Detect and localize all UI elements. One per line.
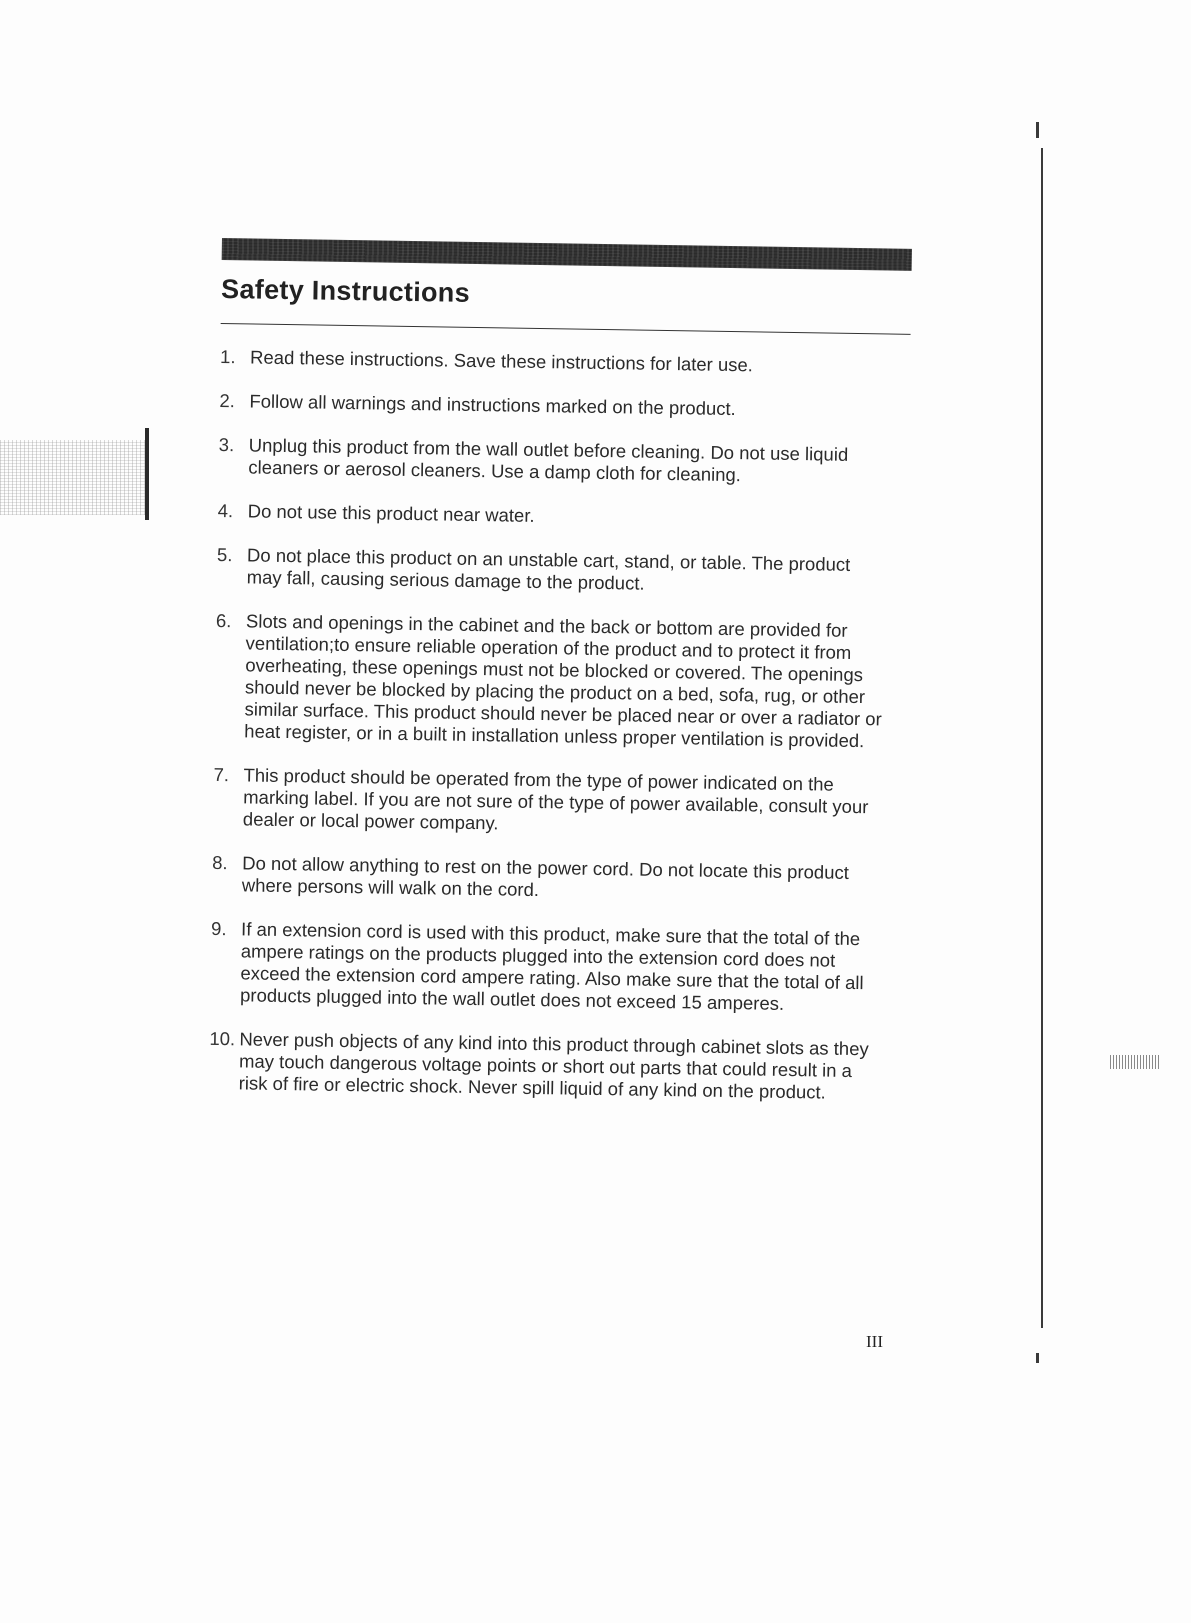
title-rule [221, 323, 911, 335]
scan-noise-left [0, 440, 145, 515]
item-text: This product should be operated from the type of power indicated on the marking label. If you are not sure of the type of power available, consult your dealer or local power company. [242, 764, 869, 834]
item-number: 8. [212, 851, 228, 874]
list-item [217, 544, 908, 599]
list-item [218, 434, 909, 489]
item-number: 5. [216, 543, 233, 566]
page-title: Safety Instructions [220, 273, 471, 308]
page-number: III [866, 1332, 883, 1351]
item-text: Do not use this product near water. [247, 500, 535, 526]
list-item [214, 610, 906, 753]
binding-edge-line [1041, 148, 1043, 1328]
item-text: Slots and openings in the cabinet and the back or bottom are provided for ventilation;to ensure reliable operation of the product and to protect it from overheating, these openings must not be blocked or covered. The openings should never be blocked by placing the product on a bed, sofa, rug, or other similar surface. This product should never be placed near or over a radiator or heat register, or in a built in installation unless proper ventilation is provided. [244, 610, 882, 752]
item-text: Never push objects of any kind into this product through cabinet slots as they may touch dangerous voltage points or short out parts that could result in a risk of fire or electric shock. Never spill liquid of any kind on the product. [238, 1028, 869, 1103]
instruction-list [209, 346, 911, 1105]
list-item [212, 852, 903, 907]
item-number: 9. [210, 917, 227, 940]
list-item [209, 1028, 900, 1105]
list-item [213, 764, 904, 841]
scan-mark-bottom-right [1036, 1353, 1039, 1363]
list-item [210, 918, 901, 1017]
item-text: Read these instructions. Save these instructions for later use. [249, 346, 754, 376]
item-text: Unplug this product from the wall outlet before cleaning. Do not use liquid cleaners or aerosol cleaners. Use a damp cloth for cleaning. [248, 434, 849, 486]
list-item [219, 390, 909, 423]
item-number: 2. [219, 389, 236, 412]
list-item [220, 346, 910, 379]
item-text: Do not allow anything to rest on the power cord. Do not locate this product where persons will walk on the cord. [241, 852, 850, 901]
item-number: 7. [213, 763, 230, 786]
item-text: Follow all warnings and instructions marked on the product. [249, 390, 736, 420]
safety-section [208, 238, 912, 1127]
scan-noise-right [1110, 1055, 1160, 1069]
item-number: 6. [215, 609, 232, 632]
item-number: 10. [209, 1027, 236, 1050]
item-number: 1. [219, 345, 236, 368]
item-number: 4. [217, 499, 234, 522]
item-text: If an extension cord is used with this product, make sure that the total of the ampere ratings on the products plugged into the extension cord does not exceed the extension cord ampere rating. Also make sure that the total of all products plugged into the wall outlet does not exceed 15 amperes. [239, 918, 864, 1014]
scan-edge-mark-left [145, 428, 149, 520]
list-item [218, 500, 908, 533]
item-text: Do not place this product on an unstable cart, stand, or table. The product may fall, causing serious damage to the product. [246, 544, 851, 594]
title-bar [222, 238, 912, 271]
scan-mark-top-right [1036, 122, 1039, 138]
item-number: 3. [218, 433, 235, 456]
